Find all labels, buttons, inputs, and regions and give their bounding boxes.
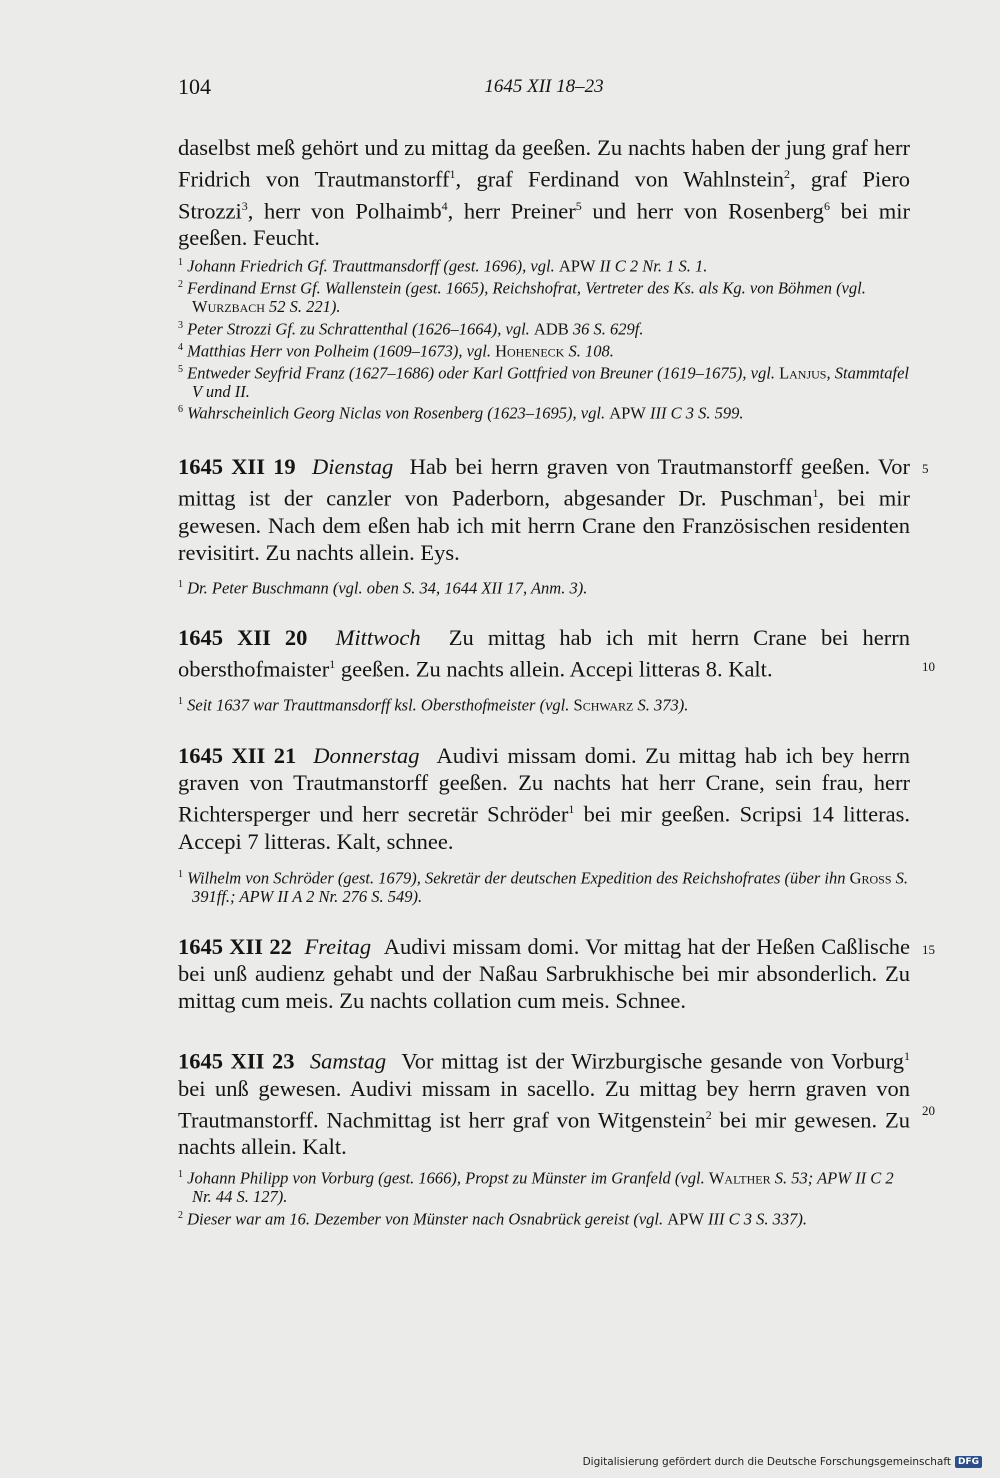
page-number: 104 (178, 74, 211, 99)
entry-weekday: Dienstag (312, 454, 394, 479)
footnotes-xii-20 (178, 693, 910, 715)
entry-weekday: Freitag (304, 934, 372, 959)
footnote: $^5$ Entweder Seyfrid Franz (1627–1686) oder Karl Gottfried von Breuner (1619–1675), vgl. Lanjus, Stammtafel V und II. (178, 363, 909, 401)
entry-date: 1645 XII 20 (178, 625, 308, 650)
running-head: 1645 XII 18–23 (484, 76, 604, 97)
footnote: $^3$ Peter Strozzi Gf. zu Schrattenthal (1626–1664), vgl. ADB 36 S. 629f. (178, 319, 644, 338)
footnotes-xii-19 (178, 576, 910, 598)
footnote: $^2$ Ferdinand Ernst Gf. Wallenstein (gest. 1665), Reichshofrat, Vertreter des Ks. als Kg. von Böhmen (vgl. Wurzbach 52 S. 221). (178, 278, 866, 316)
footnote: $^2$ Dieser war am 16. Dezember von Münster nach Osnabrück gereist (vgl. APW III C 3 S. 337). (178, 1209, 808, 1228)
entry-continuation: daselbst meß gehört und zu mittag da geeßen. Zu nachts haben der jung graf herr Fridrich von Trautmanstorff$^1$, graf Ferdinand von Wahlnstein$^2$, graf Piero Strozzi$^3$, herr von Polhaimb$^4$, herr Preiner$^5$ und herr von Rosenberg$^6$ bei mir geeßen. Feucht. (178, 135, 910, 250)
footnote: $^1$ Johann Friedrich Gf. Trauttmansdorff (gest. 1696), vgl. APW II C 2 Nr. 1 S. 1. (178, 256, 708, 276)
footnote: $^1$ Wilhelm von Schröder (gest. 1679), Sekretär der deutschen Expedition des Reichshofrates (über ihn Gross S. 391ff.; APW II A 2 Nr. 276 S. 549). (178, 868, 909, 906)
footer-text: Digitalisierung gefördert durch die Deutsche Forschungsgemeinschaft (582, 1456, 951, 1468)
footnote: $^1$ Seit 1637 war Trauttmansdorff ksl. Obersthofmeister (vgl. Schwarz S. 373). (178, 695, 689, 715)
footnote: $^1$ Johann Philipp von Vorburg (gest. 1666), Propst zu Münster im Granfeld (vgl. Walther S. 53; APW II C 2 Nr. 44 S. 127). (178, 1168, 894, 1206)
line-number: 20 (922, 1103, 935, 1118)
footnote: $^6$ Wahrscheinlich Georg Niclas von Rosenberg (1623–1695), vgl. APW III C 3 S. 599. (178, 403, 744, 423)
page-header (178, 74, 910, 104)
entry-date: 1645 XII 19 (178, 454, 296, 479)
footnote: $^1$ Dr. Peter Buschmann (vgl. oben S. 34, 1644 XII 17, Anm. 3). (178, 578, 588, 598)
entry-1645-xii-22: 1645 XII 22 Freitag Audivi missam domi. Vor mittag hat der Heßen Caßlische bei unß audienz gehabt und der Naßau Sarbrukhische bei mir absonderlich. Zu mittag cum meis. Zu nachts collation cum meis. Schnee. (178, 934, 911, 1013)
footnotes-xii-21 (178, 866, 910, 907)
line-number: 5 (922, 461, 929, 476)
entry-weekday: Mittwoch (335, 625, 421, 650)
entry-1645-xii-21: 1645 XII 21 Donnerstag Audivi missam domi. Zu mittag hab ich bey herrn graven von Trautmanstorff geeßen. Zu nachts hat herr Crane, sein frau, herr Richtersperger und herr secretär Schröder$^1$ bei mir geeßen. Scripsi 14 litteras. Accepi 7 litteras. Kalt, schnee. (178, 743, 911, 854)
entry-1645-xii-19: 1645 XII 19 Dienstag Hab bei herrn graven von Trautmanstorff geeßen. Vor mittag ist der canzler von Paderborn, abgesander Dr. Puschman$^1$, bei mir gewesen. Nach dem eßen hab ich mit herrn Crane den Französischen residenten revisitirt. Zu nachts allein. Eys. (178, 454, 911, 565)
footnotes-xii-23 (178, 1166, 910, 1229)
entry-date: 1645 XII 23 (178, 1048, 295, 1074)
footnotes-xii-18 (178, 254, 910, 423)
line-number: 10 (922, 659, 935, 674)
digitization-footer (583, 1456, 982, 1468)
line-number: 15 (922, 942, 935, 957)
footnote: $^4$ Matthias Herr von Polheim (1609–1673), vgl. Hoheneck S. 108. (178, 341, 614, 360)
entry-weekday: Donnerstag (313, 743, 420, 768)
entry-1645-xii-20: 1645 XII 20 Mittwoch Zu mittag hab ich mit herrn Crane bei herrn obersthofmaister$^1$ geeßen. Zu nachts allein. Accepi litteras 8. Kalt. (178, 625, 911, 682)
entry-date: 1645 XII 21 (178, 743, 297, 768)
entry-date: 1645 XII 22 (178, 934, 292, 959)
entry-weekday: Samstag (309, 1048, 387, 1074)
dfg-logo: DFG (955, 1456, 982, 1468)
entry-1645-xii-23: 1645 XII 23 Samstag Vor mittag ist der Wirzburgische gesande von Vorburg$^1$ bei unß gewesen. Audivi missam in sacello. Zu mittag bey herrn graven von Trautmanstorff. Nachmittag ist herr graf von Witgenstein$^2$ bei mir gewesen. Zu nachts allein. Kalt. (178, 1048, 910, 1159)
